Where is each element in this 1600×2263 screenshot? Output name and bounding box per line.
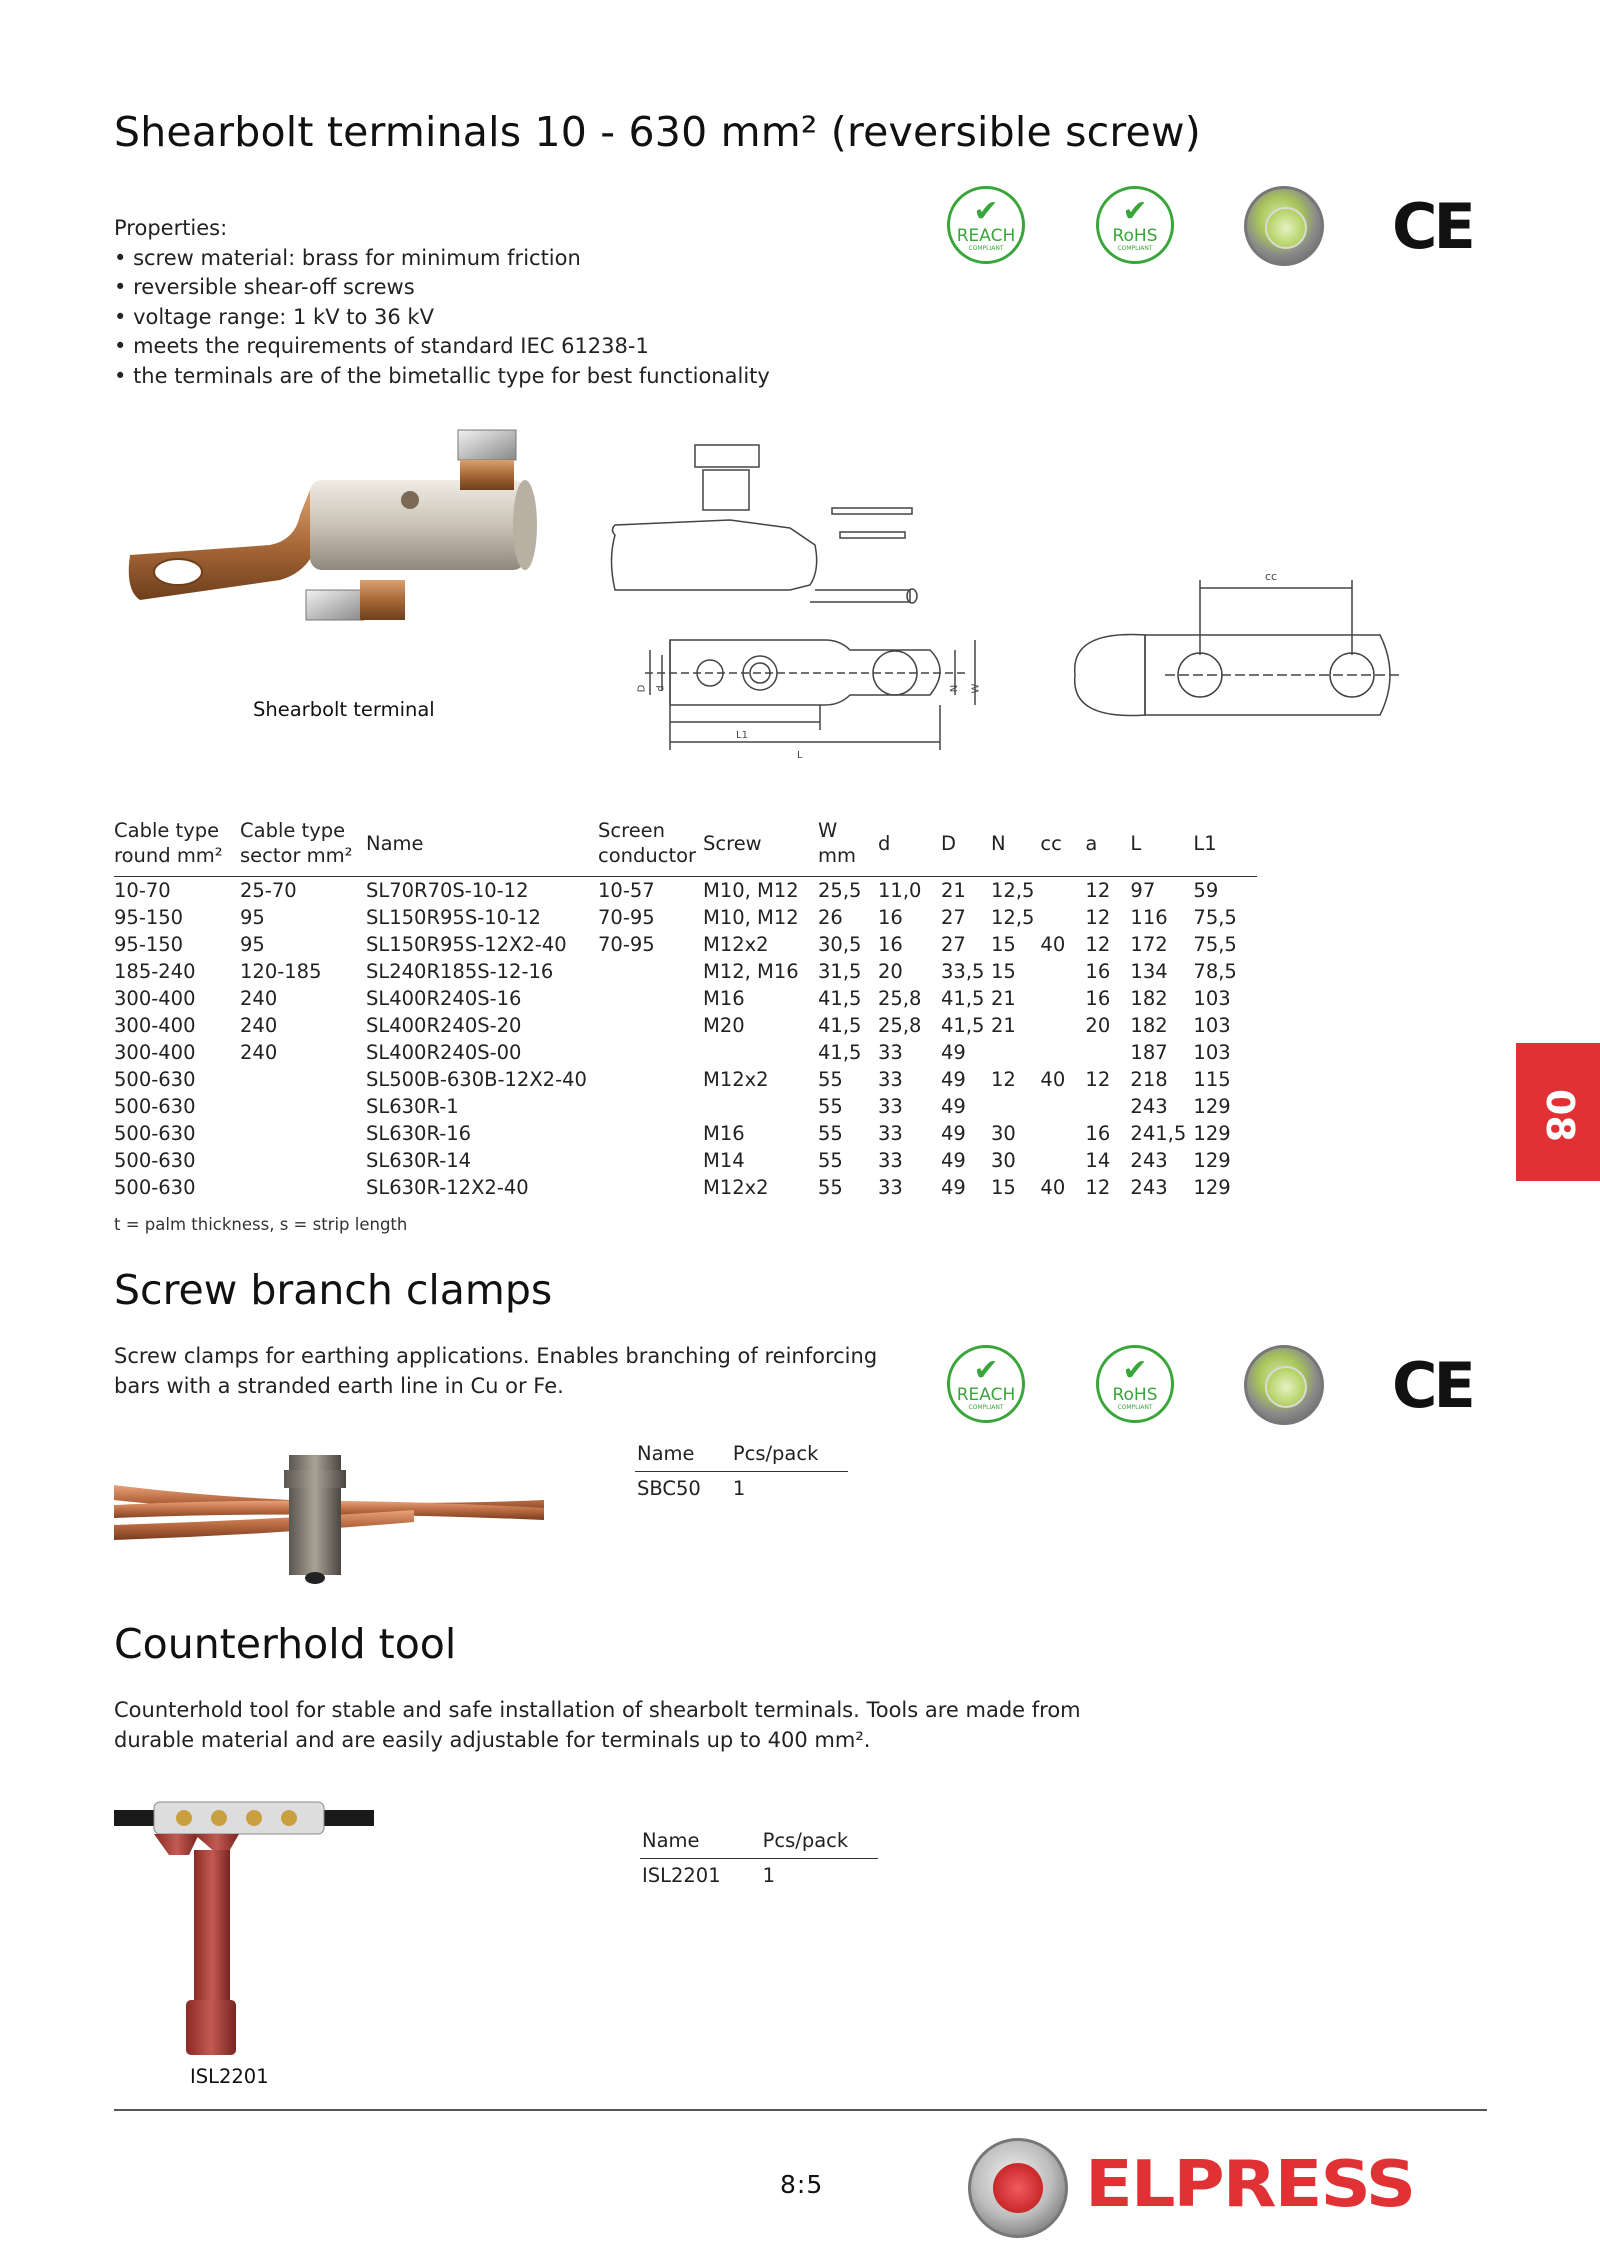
shearbolt-caption: Shearbolt terminal — [253, 698, 435, 721]
col-header: Cable type round mm² — [114, 818, 240, 877]
elpress-logo-icon — [968, 2138, 1068, 2238]
rohs-compliant-badge: ✔ RoHS COMPLIANT — [1096, 1345, 1174, 1423]
table-cell: 25,5 — [818, 879, 862, 902]
table-cell: 31,5 — [818, 960, 862, 983]
drawing-nut-top — [695, 445, 759, 467]
table-cell: 78,5 — [1193, 960, 1237, 983]
col-header: Cable type sector mm² — [240, 818, 366, 877]
table-cell — [240, 1093, 366, 1120]
table-cell: 240 — [240, 1041, 278, 1064]
col-header-pcs: Pcs/pack — [731, 1441, 849, 1472]
table-cell: 21 — [991, 1014, 1016, 1037]
table-cell: 240 — [240, 987, 278, 1010]
col-header: N — [991, 818, 1040, 877]
footer-divider — [114, 2109, 1487, 2111]
table-cell: 49 — [941, 1122, 966, 1145]
table-cell: 40 — [1040, 933, 1066, 956]
table-cell: 103 — [1193, 987, 1231, 1010]
page-title: Shearbolt terminals 10 - 630 mm² (reversible screw) — [114, 108, 1201, 156]
table-header-row — [114, 818, 1257, 877]
table-header-row — [635, 1441, 848, 1472]
dim-n-label: N — [949, 684, 961, 693]
table-cell — [1040, 1012, 1085, 1039]
table-cell: 33 — [878, 1149, 903, 1172]
table-row — [635, 1472, 848, 1503]
ce-mark: CE — [1392, 1349, 1472, 1422]
table-cell — [240, 1174, 366, 1201]
col-header: L — [1130, 818, 1193, 877]
table-cell: 10-70 — [114, 879, 171, 902]
spec-table — [114, 818, 1257, 1201]
table-cell: 20 — [1085, 1014, 1111, 1037]
table-cell: 95 — [240, 906, 265, 929]
table-row — [114, 1066, 1257, 1093]
table-cell: 70-95 — [598, 906, 655, 929]
table-cell: 21 — [991, 987, 1016, 1010]
brand-logo-text: ELPRESS — [1085, 2146, 1415, 2222]
table-cell: M12x2 — [703, 1176, 769, 1199]
table-cell: 33 — [878, 1122, 903, 1145]
col-header: Name — [366, 818, 598, 877]
table-cell: 55 — [818, 1122, 843, 1145]
col-header: a — [1085, 818, 1130, 877]
branch-clamps-description: Screw clamps for earthing applications. Enables branching of reinforcing bars with a stranded earth line in Cu or Fe. — [114, 1344, 878, 1398]
table-cell — [1040, 1147, 1085, 1174]
table-cell — [1040, 1039, 1085, 1066]
table-cell: 55 — [818, 1095, 843, 1118]
table-cell: 49 — [941, 1149, 966, 1172]
table-cell: 120-185 — [240, 960, 322, 983]
table-cell: 30 — [991, 1122, 1016, 1145]
table-cell: M14 — [703, 1149, 745, 1172]
dim-d-label: D — [636, 684, 648, 693]
table-cell: SL70R70S-10-12 — [366, 879, 529, 902]
certification-seal-icon — [1244, 186, 1324, 266]
table-cell: 1 — [732, 1477, 746, 1500]
list-item: • meets the requirements of standard IEC 61238-1 — [114, 332, 770, 362]
branch-clamps-table — [635, 1441, 848, 1502]
table-cell: 21 — [941, 879, 966, 902]
table-cell: SL240R185S-12-16 — [366, 960, 554, 983]
drawing-palm-side — [810, 590, 910, 602]
table-cell: M12x2 — [703, 1068, 769, 1091]
table-cell: 16 — [878, 933, 903, 956]
table-cell: 172 — [1130, 933, 1168, 956]
branch-clamps-title: Screw branch clamps — [114, 1266, 553, 1314]
table-cell — [240, 1147, 366, 1174]
table-cell: 49 — [941, 1095, 966, 1118]
col-header-pcs: Pcs/pack — [761, 1828, 879, 1859]
counterhold-description: Counterhold tool for stable and safe installation of shearbolt terminals. Tools are made from durable material and are easily adjustable for terminals up to 400 mm². — [114, 1698, 1081, 1752]
table-cell: 40 — [1040, 1068, 1066, 1091]
table-cell: 300-400 — [114, 1014, 196, 1037]
table-cell: 30,5 — [818, 933, 862, 956]
checkmark-icon: ✔ — [1122, 194, 1148, 229]
ce-mark: CE — [1392, 190, 1472, 263]
table-cell: 41,5 — [818, 987, 862, 1010]
table-cell — [598, 1174, 703, 1201]
table-cell: 14 — [1085, 1149, 1111, 1172]
section-tab: 08 — [1516, 1043, 1600, 1181]
drawing-body-side — [612, 520, 817, 590]
col-header: W mm — [818, 818, 878, 877]
table-cell: ISL2201 — [642, 1864, 721, 1887]
table-cell: 15 — [991, 960, 1016, 983]
table-cell: 41,5 — [941, 1014, 985, 1037]
table-cell: 59 — [1193, 879, 1219, 902]
table-cell: 218 — [1130, 1068, 1168, 1091]
table-cell — [1040, 877, 1085, 905]
counterhold-title: Counterhold tool — [114, 1620, 457, 1668]
table-row — [114, 1174, 1257, 1201]
table-row — [114, 904, 1257, 931]
table-cell: 15 — [991, 1176, 1016, 1199]
table-cell: 300-400 — [114, 1041, 196, 1064]
table-cell — [1085, 1093, 1130, 1120]
table-cell: 12 — [991, 1068, 1016, 1091]
table-cell: 33 — [878, 1041, 903, 1064]
table-cell: 129 — [1193, 1176, 1231, 1199]
table-cell — [703, 1039, 818, 1066]
table-cell: 75,5 — [1193, 906, 1237, 929]
col-header: D — [941, 818, 991, 877]
table-cell: 16 — [878, 906, 903, 929]
reach-compliant-badge: ✔ REACH COMPLIANT — [947, 186, 1025, 264]
table-cell: 12 — [1085, 1176, 1111, 1199]
table-cell: 11,0 — [878, 879, 922, 902]
table-cell: M12, M16 — [703, 960, 799, 983]
col-header: L1 — [1193, 818, 1257, 877]
table-cell: SL630R-16 — [366, 1122, 472, 1145]
table-cell — [991, 1039, 1040, 1066]
table-cell: 41,5 — [941, 987, 985, 1010]
table-cell — [703, 1093, 818, 1120]
table-cell: 241,5 — [1130, 1122, 1187, 1145]
table-cell: 243 — [1130, 1149, 1168, 1172]
table-row — [640, 1859, 878, 1890]
counterhold-caption: ISL2201 — [190, 2065, 269, 2088]
table-cell: 30 — [991, 1149, 1016, 1172]
table-row — [114, 958, 1257, 985]
table-cell: 55 — [818, 1176, 843, 1199]
col-header: Screen conductor — [598, 818, 703, 877]
col-header: d — [878, 818, 941, 877]
counterhold-table — [640, 1828, 878, 1889]
table-cell: 12 — [1085, 879, 1111, 902]
table-cell — [240, 1066, 366, 1093]
table-cell — [1040, 985, 1085, 1012]
table-cell — [598, 1012, 703, 1039]
table-cell: 182 — [1130, 987, 1168, 1010]
table-cell — [598, 1066, 703, 1093]
table-cell — [240, 1120, 366, 1147]
col-header-name: Name — [640, 1828, 761, 1859]
table-cell — [1040, 1093, 1085, 1120]
table-row — [114, 877, 1257, 905]
table-cell: 115 — [1193, 1068, 1231, 1091]
table-cell — [991, 1093, 1040, 1120]
table-cell: 41,5 — [818, 1041, 862, 1064]
properties-block — [114, 214, 770, 391]
table-cell: SL400R240S-00 — [366, 1041, 522, 1064]
table-cell: SBC50 — [637, 1477, 701, 1500]
table-cell: 129 — [1193, 1122, 1231, 1145]
table-cell: 243 — [1130, 1095, 1168, 1118]
counterhold-tool-image — [114, 1790, 374, 2070]
rohs-compliant-badge: ✔ RoHS COMPLIANT — [1096, 186, 1174, 264]
table-row — [114, 1120, 1257, 1147]
table-cell: 500-630 — [114, 1068, 196, 1091]
table-cell: 25-70 — [240, 879, 297, 902]
table-row — [114, 1039, 1257, 1066]
table-row — [114, 1093, 1257, 1120]
table-cell: 12 — [1085, 906, 1111, 929]
table-header-row — [640, 1828, 878, 1859]
table-cell: 49 — [941, 1041, 966, 1064]
table-row — [114, 985, 1257, 1012]
table-cell: 187 — [1130, 1041, 1168, 1064]
table-cell: 26 — [818, 906, 843, 929]
table-cell: SL150R95S-12X2-40 — [366, 933, 567, 956]
table-cell: 25,8 — [878, 987, 922, 1010]
col-header: Screw — [703, 818, 818, 877]
table-cell — [1085, 1039, 1130, 1066]
table-cell: 103 — [1193, 1014, 1231, 1037]
table-cell: 16 — [1085, 1122, 1111, 1145]
page-number: 8:5 — [780, 2170, 824, 2199]
list-item: • the terminals are of the bimetallic type for best functionality — [114, 362, 770, 392]
table-cell: M12x2 — [703, 933, 769, 956]
table-cell: 55 — [818, 1149, 843, 1172]
table-cell: M10, M12 — [703, 879, 799, 902]
table-cell: 185-240 — [114, 960, 196, 983]
table-cell: 33 — [878, 1176, 903, 1199]
table-cell: 16 — [1085, 987, 1111, 1010]
table-cell — [598, 1093, 703, 1120]
table-cell: SL630R-12X2-40 — [366, 1176, 529, 1199]
list-item: • voltage range: 1 kV to 36 kV — [114, 303, 770, 333]
checkmark-icon: ✔ — [973, 1353, 999, 1388]
table-cell: 55 — [818, 1068, 843, 1091]
shearbolt-terminal-image — [120, 420, 570, 670]
table-cell — [598, 1039, 703, 1066]
table-cell: M16 — [703, 1122, 745, 1145]
table-cell: 12,5 — [991, 879, 1035, 902]
dim-cc-label: cc — [1265, 570, 1278, 583]
table-cell: 500-630 — [114, 1149, 196, 1172]
list-item: • reversible shear-off screws — [114, 273, 770, 303]
table-cell: 95-150 — [114, 906, 184, 929]
table-cell: 116 — [1130, 906, 1168, 929]
table-cell: 33 — [878, 1095, 903, 1118]
table-cell: 33,5 — [941, 960, 985, 983]
table-cell: 75,5 — [1193, 933, 1237, 956]
table-cell: 12 — [1085, 1068, 1111, 1091]
table-cell: 12 — [1085, 933, 1111, 956]
table-cell: 27 — [941, 933, 966, 956]
table-cell — [598, 1147, 703, 1174]
table-cell: 97 — [1130, 879, 1156, 902]
table-cell: M16 — [703, 987, 745, 1010]
table-cell: 103 — [1193, 1041, 1231, 1064]
table-cell: 12,5 — [991, 906, 1035, 929]
table-cell: SL630R-1 — [366, 1095, 459, 1118]
dim-l-label: L — [797, 750, 803, 761]
table-cell: SL400R240S-20 — [366, 1014, 522, 1037]
table-cell: 1 — [762, 1864, 776, 1887]
table-cell: 10-57 — [598, 879, 655, 902]
table-cell: 129 — [1193, 1149, 1231, 1172]
dim-l1-label: L1 — [736, 730, 748, 741]
table-cell — [1040, 1120, 1085, 1147]
table-cell: 134 — [1130, 960, 1168, 983]
table-row — [114, 931, 1257, 958]
properties-title: Properties: — [114, 216, 228, 240]
table-cell: SL150R95S-10-12 — [366, 906, 541, 929]
table-cell: 49 — [941, 1068, 966, 1091]
table-cell: 243 — [1130, 1176, 1168, 1199]
table-cell: SL400R240S-16 — [366, 987, 522, 1010]
table-cell: 27 — [941, 906, 966, 929]
table-cell: 70-95 — [598, 933, 655, 956]
table-cell: SL500B-630B-12X2-40 — [366, 1068, 587, 1091]
table-cell: M20 — [703, 1014, 745, 1037]
table-cell: 49 — [941, 1176, 966, 1199]
table-cell: 129 — [1193, 1095, 1231, 1118]
table-cell: 16 — [1085, 960, 1111, 983]
list-item: • screw material: brass for minimum friction — [114, 244, 770, 274]
table-row — [114, 1147, 1257, 1174]
table-cell: 500-630 — [114, 1176, 196, 1199]
table-cell: 240 — [240, 1014, 278, 1037]
table-cell: 95 — [240, 933, 265, 956]
checkmark-icon: ✔ — [1122, 1353, 1148, 1388]
spec-table-body — [114, 877, 1257, 1202]
table-cell: 20 — [878, 960, 903, 983]
drawing-washer — [832, 508, 912, 514]
table-cell: SL630R-14 — [366, 1149, 472, 1172]
dim-w-label: W — [970, 683, 982, 694]
table-cell: 500-630 — [114, 1095, 196, 1118]
table-cell: 33 — [878, 1068, 903, 1091]
table-cell: 40 — [1040, 1176, 1066, 1199]
table-cell: 15 — [991, 933, 1016, 956]
table-cell: 182 — [1130, 1014, 1168, 1037]
table-cell: 41,5 — [818, 1014, 862, 1037]
certification-seal-icon — [1244, 1345, 1324, 1425]
table-cell: 25,8 — [878, 1014, 922, 1037]
properties-list — [114, 244, 770, 392]
table-cell: 300-400 — [114, 987, 196, 1010]
branch-clamp-image — [114, 1450, 544, 1590]
table-note: t = palm thickness, s = strip length — [114, 1215, 408, 1234]
table-cell — [598, 958, 703, 985]
table-row — [114, 1012, 1257, 1039]
col-header-name: Name — [635, 1441, 731, 1472]
reach-compliant-badge: ✔ REACH COMPLIANT — [947, 1345, 1025, 1423]
table-cell — [1040, 904, 1085, 931]
table-cell: 500-630 — [114, 1122, 196, 1145]
checkmark-icon: ✔ — [973, 194, 999, 229]
table-cell: M10, M12 — [703, 906, 799, 929]
col-header: cc — [1040, 818, 1085, 877]
dim-d-small-label: d — [655, 685, 667, 692]
table-cell: 95-150 — [114, 933, 184, 956]
table-cell — [1040, 958, 1085, 985]
technical-drawing — [600, 440, 1400, 770]
drawing-screw — [703, 470, 749, 510]
table-cell — [598, 985, 703, 1012]
table-cell — [598, 1120, 703, 1147]
